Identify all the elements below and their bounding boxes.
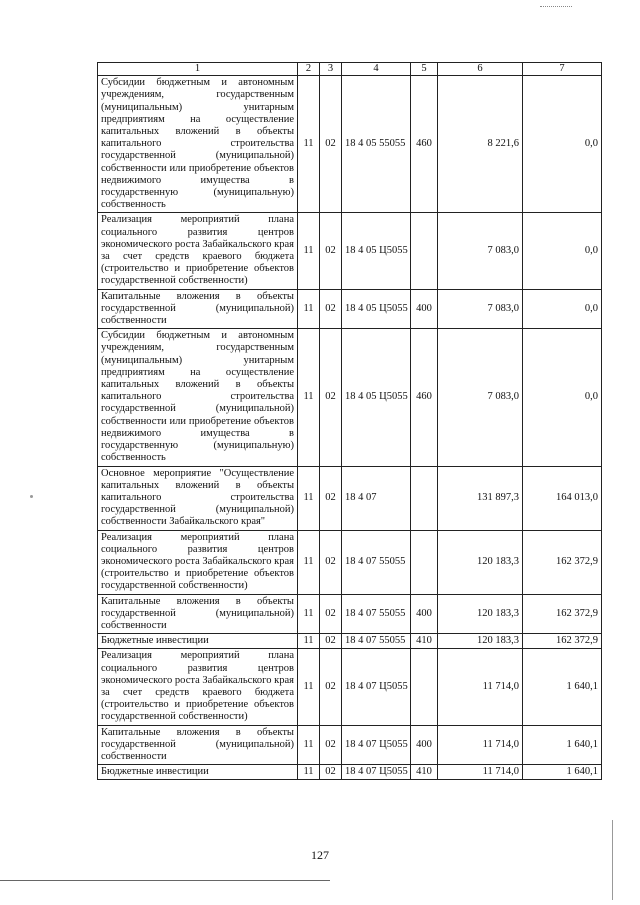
amount-col7: 1 640,1: [523, 765, 602, 780]
item-name: Основное мероприятие "Осуществление капитальных вложений в объекты капитального строительства государственной (муниципальной) собственности Забайкальского края": [98, 466, 298, 530]
target-article-code: 18 4 05 Ц5055: [342, 213, 411, 289]
item-name: Реализация мероприятий плана социального развития центров экономического роста Забайкальского края за счет средств краевого бюджета (строительство и приобретение объектов государственной собственности): [98, 213, 298, 289]
amount-col7: 162 372,9: [523, 530, 602, 594]
amount-col7: 1 640,1: [523, 649, 602, 725]
table-row: [98, 466, 602, 530]
item-name: Субсидии бюджетным и автономным учреждениям, государственным (муниципальным) унитарным предприятиям на осуществление капитальных вложений в объекты капитального строительства государственной (муниципальной) собственности или приобретение объектов недвижимого имущества в государственную (муниципальную) собственность: [98, 329, 298, 466]
page-number: 127: [311, 848, 329, 862]
amount-col6: 11 714,0: [438, 765, 523, 780]
expense-type-code: 460: [411, 76, 438, 213]
section-code: 11: [298, 725, 320, 765]
subsection-code: 02: [320, 649, 342, 725]
column-header: 2: [298, 63, 320, 76]
section-code: 11: [298, 466, 320, 530]
subsection-code: 02: [320, 634, 342, 649]
column-header: 1: [98, 63, 298, 76]
subsection-code: 02: [320, 765, 342, 780]
section-code: 11: [298, 329, 320, 466]
scan-edge-line: [612, 820, 613, 900]
item-name: Бюджетные инвестиции: [98, 634, 298, 649]
amount-col6: 7 083,0: [438, 289, 523, 329]
item-name: Капитальные вложения в объекты государственной (муниципальной) собственности: [98, 725, 298, 765]
item-name: Реализация мероприятий плана социального развития центров экономического роста Забайкальского края за счет средств краевого бюджета (строительство и приобретение объектов государственной собственности): [98, 649, 298, 725]
target-article-code: 18 4 07: [342, 466, 411, 530]
table-row: [98, 649, 602, 725]
expense-type-code: 400: [411, 725, 438, 765]
scan-speck: [30, 495, 33, 498]
item-name: Капитальные вложения в объекты государственной (муниципальной) собственности: [98, 594, 298, 634]
expense-type-code: 400: [411, 594, 438, 634]
section-code: 11: [298, 634, 320, 649]
amount-col7: 0,0: [523, 329, 602, 466]
expense-type-code: [411, 213, 438, 289]
target-article-code: 18 4 07 Ц5055: [342, 649, 411, 725]
expense-type-code: 410: [411, 765, 438, 780]
budget-table: [97, 62, 602, 780]
section-code: 11: [298, 765, 320, 780]
amount-col7: 0,0: [523, 76, 602, 213]
amount-col6: 7 083,0: [438, 329, 523, 466]
section-code: 11: [298, 76, 320, 213]
amount-col7: 1 640,1: [523, 725, 602, 765]
table-row: [98, 329, 602, 466]
expense-type-code: [411, 530, 438, 594]
amount-col6: 120 183,3: [438, 634, 523, 649]
table-row: [98, 634, 602, 649]
column-header: 3: [320, 63, 342, 76]
amount-col7: 164 013,0: [523, 466, 602, 530]
column-header: 4: [342, 63, 411, 76]
item-name: Бюджетные инвестиции: [98, 765, 298, 780]
expense-type-code: 410: [411, 634, 438, 649]
expense-type-code: [411, 466, 438, 530]
target-article-code: 18 4 05 Ц5055: [342, 329, 411, 466]
subsection-code: 02: [320, 329, 342, 466]
column-header: 7: [523, 63, 602, 76]
amount-col7: 162 372,9: [523, 594, 602, 634]
table-row: [98, 530, 602, 594]
section-code: 11: [298, 649, 320, 725]
expense-type-code: [411, 649, 438, 725]
table-row: [98, 594, 602, 634]
subsection-code: 02: [320, 289, 342, 329]
target-article-code: 18 4 07 Ц5055: [342, 765, 411, 780]
table-row: [98, 725, 602, 765]
subsection-code: 02: [320, 213, 342, 289]
table-row: [98, 765, 602, 780]
amount-col6: 120 183,3: [438, 594, 523, 634]
amount-col7: 0,0: [523, 289, 602, 329]
target-article-code: 18 4 05 Ц5055: [342, 289, 411, 329]
subsection-code: 02: [320, 466, 342, 530]
subsection-code: 02: [320, 594, 342, 634]
table-row: [98, 289, 602, 329]
amount-col6: 8 221,6: [438, 76, 523, 213]
target-article-code: 18 4 07 Ц5055: [342, 725, 411, 765]
amount-col6: 7 083,0: [438, 213, 523, 289]
target-article-code: 18 4 07 55055: [342, 594, 411, 634]
section-code: 11: [298, 530, 320, 594]
item-name: Реализация мероприятий плана социального развития центров экономического роста Забайкальского края (строительство и приобретение объектов государственной собственности): [98, 530, 298, 594]
scan-mark-top: [540, 6, 572, 7]
expense-type-code: 400: [411, 289, 438, 329]
expense-type-code: 460: [411, 329, 438, 466]
target-article-code: 18 4 07 55055: [342, 530, 411, 594]
subsection-code: 02: [320, 76, 342, 213]
item-name: Капитальные вложения в объекты государственной (муниципальной) собственности: [98, 289, 298, 329]
target-article-code: 18 4 05 55055: [342, 76, 411, 213]
item-name: Субсидии бюджетным и автономным учреждениям, государственным (муниципальным) унитарным предприятиям на осуществление капитальных вложений в объекты капитального строительства государственной (муниципальной) собственности или приобретение объектов недвижимого имущества в государственную (муниципальную) собственность: [98, 76, 298, 213]
table-header-row: [98, 63, 602, 76]
subsection-code: 02: [320, 725, 342, 765]
table-row: [98, 76, 602, 213]
column-header: 5: [411, 63, 438, 76]
amount-col6: 131 897,3: [438, 466, 523, 530]
amount-col7: 0,0: [523, 213, 602, 289]
section-code: 11: [298, 289, 320, 329]
amount-col6: 11 714,0: [438, 649, 523, 725]
section-code: 11: [298, 213, 320, 289]
amount-col6: 11 714,0: [438, 725, 523, 765]
subsection-code: 02: [320, 530, 342, 594]
amount-col6: 120 183,3: [438, 530, 523, 594]
target-article-code: 18 4 07 55055: [342, 634, 411, 649]
bottom-rule: [0, 880, 330, 881]
column-header: 6: [438, 63, 523, 76]
amount-col7: 162 372,9: [523, 634, 602, 649]
table-row: [98, 213, 602, 289]
section-code: 11: [298, 594, 320, 634]
